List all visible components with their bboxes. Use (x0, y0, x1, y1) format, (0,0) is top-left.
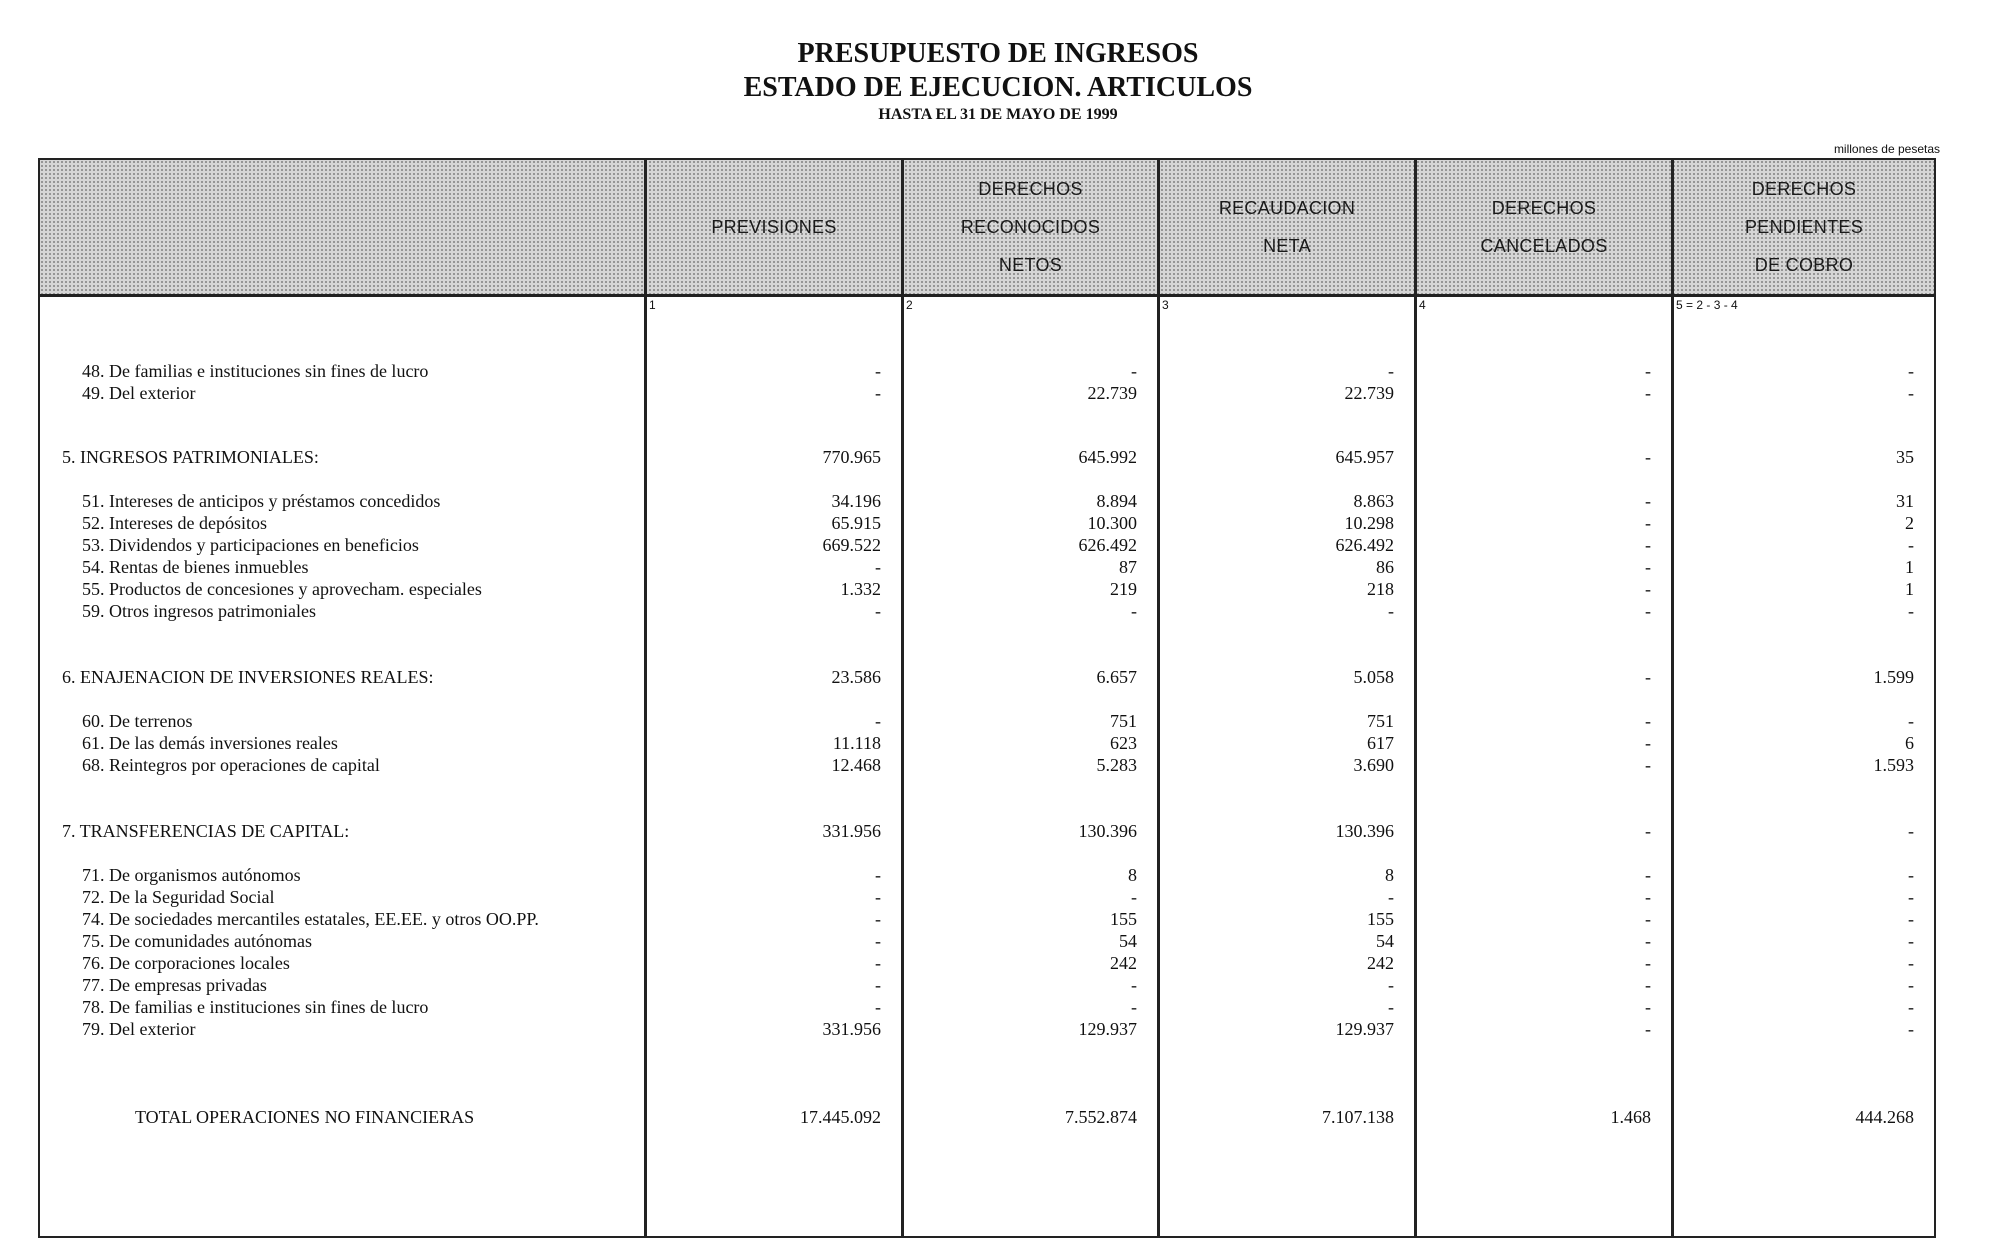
row-label: 55. Productos de concesiones y aprovecham. especiales (82, 579, 482, 599)
row-label: 7. TRANSFERENCIAS DE CAPITAL: (62, 821, 350, 841)
cell-value: 10.298 (1344, 513, 1394, 533)
cell-value: 5.058 (1353, 667, 1394, 687)
column-header-line: DERECHOS (978, 179, 1083, 199)
column-divider (1157, 160, 1160, 1236)
cell-value: - (1645, 1019, 1651, 1039)
cell-value: 242 (1367, 953, 1394, 973)
column-header (904, 160, 1157, 294)
cell-value: 751 (1110, 711, 1137, 731)
units-note: millones de pesetas (1833, 142, 1940, 156)
cell-value: - (1131, 975, 1137, 995)
cell-value: 3.690 (1353, 755, 1394, 775)
cell-value: 129.937 (1335, 1019, 1394, 1039)
cell-value: - (1388, 887, 1394, 907)
cell-value: - (875, 997, 881, 1017)
column-divider (644, 160, 647, 1236)
column-header-line: CANCELADOS (1480, 236, 1608, 256)
cell-value: 331.956 (822, 821, 881, 841)
row-label: 60. De terrenos (82, 711, 193, 731)
row-label: 61. De las demás inversiones reales (82, 733, 338, 753)
cell-value: - (1645, 997, 1651, 1017)
budget-table (38, 158, 1936, 1238)
cell-value: 11.118 (832, 733, 881, 753)
cell-value: 54 (1376, 931, 1394, 951)
cell-value: 7.552.874 (1065, 1107, 1137, 1127)
column-number: 3 (1162, 298, 1169, 312)
row-label: 76. De corporaciones locales (82, 953, 290, 973)
cell-value: - (1131, 887, 1137, 907)
cell-value: - (875, 953, 881, 973)
row-label: 77. De empresas privadas (82, 975, 267, 995)
column-divider (1671, 160, 1674, 1236)
table-row (40, 732, 1934, 754)
cell-value: - (1645, 821, 1651, 841)
cell-value: 35 (1896, 447, 1914, 467)
cell-value: 17.445.092 (800, 1107, 881, 1127)
row-label: 79. Del exterior (82, 1019, 196, 1039)
cell-value: 7.107.138 (1322, 1107, 1394, 1127)
column-number: 4 (1419, 298, 1426, 312)
cell-value: - (1645, 579, 1651, 599)
cell-value: 623 (1110, 733, 1137, 753)
cell-value: 155 (1367, 909, 1394, 929)
table-row (40, 908, 1934, 930)
row-label: 71. De organismos autónomos (82, 865, 301, 885)
cell-value: - (1645, 557, 1651, 577)
column-header-line: RECONOCIDOS (960, 217, 1101, 237)
cell-value: - (1908, 909, 1914, 929)
column-header (1674, 160, 1934, 294)
cell-value: 34.196 (831, 491, 881, 511)
table-row (40, 360, 1934, 382)
column-divider (1414, 160, 1417, 1236)
row-label: 51. Intereses de anticipos y préstamos concedidos (82, 491, 441, 511)
row-label: 53. Dividendos y participaciones en beneficios (82, 535, 419, 555)
page-title: PRESUPUESTO DE INGRESOS (797, 38, 1199, 69)
cell-value: 669.522 (822, 535, 881, 555)
cell-value: - (1388, 361, 1394, 381)
table-row (40, 382, 1934, 404)
cell-value: - (1908, 383, 1914, 403)
table-row (40, 710, 1934, 732)
cell-value: 8 (1128, 865, 1137, 885)
cell-value: 218 (1367, 579, 1394, 599)
table-row (40, 864, 1934, 886)
cell-value: - (1645, 535, 1651, 555)
cell-value: - (875, 975, 881, 995)
cell-value: - (1645, 975, 1651, 995)
row-label: 74. De sociedades mercantiles estatales, EE.EE. y otros OO.PP. (82, 909, 539, 929)
cell-value: 219 (1110, 579, 1137, 599)
table-row (40, 996, 1934, 1018)
cell-value: 645.992 (1078, 447, 1137, 467)
table-row (40, 974, 1934, 996)
cell-value: 626.492 (1078, 535, 1137, 555)
cell-value: 6.657 (1096, 667, 1137, 687)
cell-value: - (1908, 865, 1914, 885)
cell-value: 8 (1385, 865, 1394, 885)
total-row (40, 1106, 1934, 1128)
row-label: 48. De familias e instituciones sin fines de lucro (82, 361, 429, 381)
column-header (647, 160, 901, 294)
cell-value: 22.739 (1344, 383, 1394, 403)
cell-value: - (1645, 755, 1651, 775)
cell-value: - (875, 865, 881, 885)
row-label: 5. INGRESOS PATRIMONIALES: (62, 447, 319, 467)
column-number: 1 (649, 298, 656, 312)
cell-value: 54 (1119, 931, 1137, 951)
cell-value: 1.593 (1873, 755, 1914, 775)
cell-value: 1.468 (1610, 1107, 1651, 1127)
cell-value: - (1388, 601, 1394, 621)
cell-value: - (1645, 491, 1651, 511)
table-row (40, 952, 1934, 974)
cell-value: - (1908, 601, 1914, 621)
section-row (40, 666, 1934, 688)
cell-value: 130.396 (1335, 821, 1394, 841)
cell-value: - (1645, 667, 1651, 687)
cell-value: 87 (1119, 557, 1137, 577)
row-label: TOTAL OPERACIONES NO FINANCIERAS (135, 1107, 475, 1127)
cell-value: - (1645, 711, 1651, 731)
section-row (40, 446, 1934, 468)
cell-value: - (1645, 513, 1651, 533)
column-header-line: PENDIENTES (1744, 217, 1864, 237)
cell-value: - (1645, 909, 1651, 929)
cell-value: - (1645, 887, 1651, 907)
column-header-line: PREVISIONES (711, 217, 837, 237)
cell-value: - (875, 601, 881, 621)
column-header-line: DE COBRO (1754, 255, 1854, 275)
cell-value: - (1645, 953, 1651, 973)
cell-value: - (1908, 997, 1914, 1017)
cell-value: 444.268 (1855, 1107, 1914, 1127)
cell-value: - (1908, 821, 1914, 841)
table-row (40, 578, 1934, 600)
section-row (40, 820, 1934, 842)
cell-value: 2 (1905, 513, 1914, 533)
row-label: 78. De familias e instituciones sin fines de lucro (82, 997, 429, 1017)
column-header (1160, 160, 1414, 294)
cell-value: - (1645, 383, 1651, 403)
cell-value: 770.965 (822, 447, 881, 467)
row-label: 75. De comunidades autónomas (82, 931, 312, 951)
cell-value: 65.915 (831, 513, 881, 533)
table-row (40, 886, 1934, 908)
cell-value: - (1645, 865, 1651, 885)
cell-value: 5.283 (1096, 755, 1137, 775)
table-row (40, 490, 1934, 512)
column-number: 5 = 2 - 3 - 4 (1676, 298, 1738, 312)
cell-value: - (1908, 953, 1914, 973)
column-header (1417, 160, 1671, 294)
column-header-line: NETA (1263, 236, 1311, 256)
table-row (40, 512, 1934, 534)
cell-value: - (1131, 997, 1137, 1017)
cell-value: 1 (1905, 557, 1914, 577)
cell-value: 23.586 (831, 667, 881, 687)
cell-value: - (875, 383, 881, 403)
table-row (40, 930, 1934, 952)
cell-value: - (1908, 361, 1914, 381)
cell-value: 8.863 (1353, 491, 1394, 511)
cell-value: 155 (1110, 909, 1137, 929)
cell-value: - (1131, 361, 1137, 381)
cell-value: 1 (1905, 579, 1914, 599)
cell-value: - (1908, 887, 1914, 907)
cell-value: 1.599 (1873, 667, 1914, 687)
cell-value: 8.894 (1096, 491, 1137, 511)
cell-value: - (1645, 733, 1651, 753)
cell-value: - (1645, 361, 1651, 381)
table-row (40, 600, 1934, 622)
cell-value: - (1131, 601, 1137, 621)
table-row (40, 534, 1934, 556)
table-row (40, 754, 1934, 776)
row-label: 68. Reintegros por operaciones de capital (82, 755, 380, 775)
cell-value: - (1645, 447, 1651, 467)
cell-value: 626.492 (1335, 535, 1394, 555)
column-divider (901, 160, 904, 1236)
column-number: 2 (906, 298, 913, 312)
cell-value: 31 (1896, 491, 1914, 511)
cell-value: - (1645, 931, 1651, 951)
cell-value: - (1908, 931, 1914, 951)
cell-value: - (1388, 975, 1394, 995)
cell-value: - (875, 909, 881, 929)
cell-value: 751 (1367, 711, 1394, 731)
cell-value: - (1908, 975, 1914, 995)
cell-value: 130.396 (1078, 821, 1137, 841)
cell-value: 86 (1376, 557, 1394, 577)
cell-value: - (875, 887, 881, 907)
row-label: 52. Intereses de depósitos (82, 513, 267, 533)
row-label: 6. ENAJENACION DE INVERSIONES REALES: (62, 667, 434, 687)
row-label: 54. Rentas de bienes inmuebles (82, 557, 309, 577)
cell-value: 10.300 (1087, 513, 1137, 533)
cell-value: 1.332 (840, 579, 881, 599)
cell-value: - (875, 361, 881, 381)
cell-value: 12.468 (831, 755, 881, 775)
row-label: 72. De la Seguridad Social (82, 887, 275, 907)
cell-value: - (1645, 601, 1651, 621)
column-header-line: DERECHOS (1491, 198, 1597, 218)
date-line: HASTA EL 31 DE MAYO DE 1999 (878, 106, 1118, 123)
cell-value: - (1908, 1019, 1914, 1039)
table-row (40, 556, 1934, 578)
column-header-line: NETOS (998, 255, 1063, 275)
column-header-line: DERECHOS (1751, 179, 1857, 199)
cell-value: - (875, 711, 881, 731)
cell-value: 22.739 (1087, 383, 1137, 403)
cell-value: - (1388, 997, 1394, 1017)
cell-value: 129.937 (1078, 1019, 1137, 1039)
cell-value: 645.957 (1335, 447, 1394, 467)
table-row (40, 1018, 1934, 1040)
cell-value: 242 (1110, 953, 1137, 973)
cell-value: 331.956 (822, 1019, 881, 1039)
cell-value: - (1908, 711, 1914, 731)
cell-value: - (875, 557, 881, 577)
cell-value: - (875, 931, 881, 951)
row-label: 49. Del exterior (82, 383, 196, 403)
row-label: 59. Otros ingresos patrimoniales (82, 601, 316, 621)
cell-value: - (1908, 535, 1914, 555)
cell-value: 617 (1367, 733, 1394, 753)
page-subtitle: ESTADO DE EJECUCION. ARTICULOS (743, 72, 1253, 103)
cell-value: 6 (1905, 733, 1914, 753)
column-header-line: RECAUDACION (1218, 198, 1356, 218)
